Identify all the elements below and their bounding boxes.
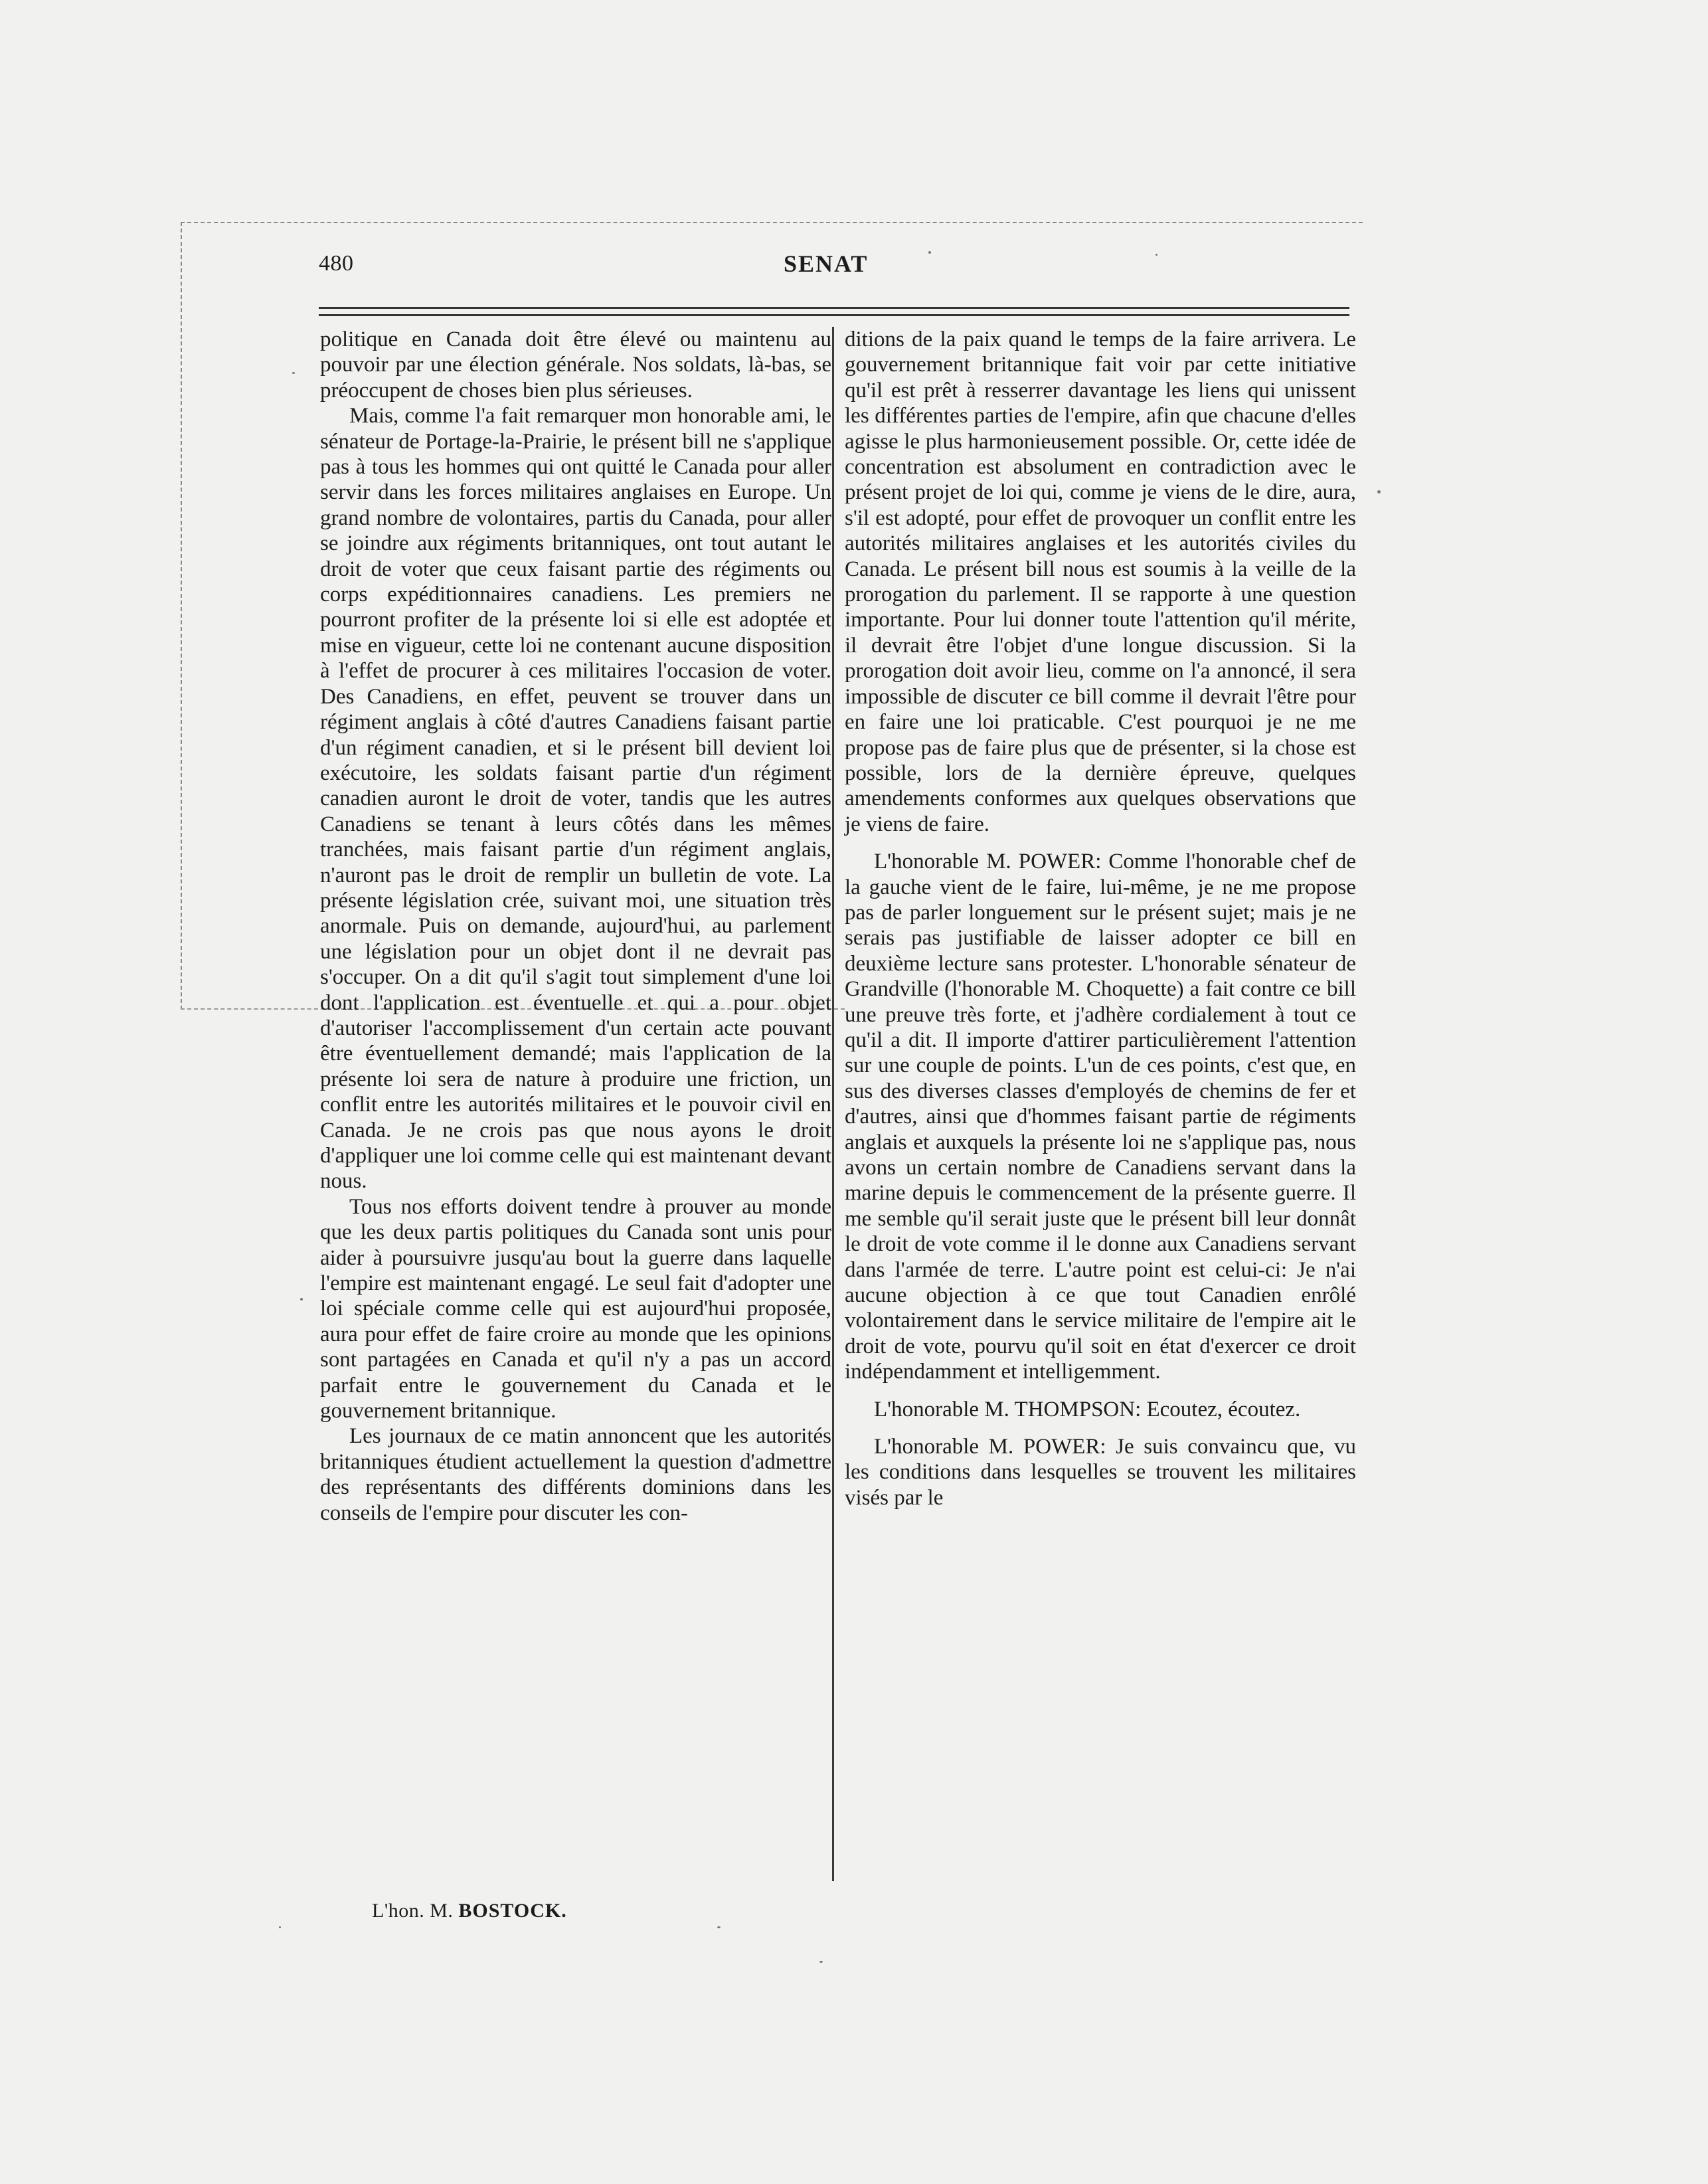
signature-prefix: L'hon. M. — [372, 1900, 454, 1922]
right-paragraph-4: L'honorable M. POWER: Je suis convaincu que, vu les conditions dans lesquelles se trouvent les militaires visés par le — [845, 1435, 1356, 1510]
signature-name: BOSTOCK. — [458, 1900, 567, 1922]
scan-speck — [717, 1926, 721, 1928]
header-double-rule — [319, 307, 1349, 316]
left-column — [320, 327, 831, 1526]
scan-speck — [1155, 254, 1157, 256]
left-paragraph-2: Mais, comme l'a fait remarquer mon honorable ami, le sénateur de Portage-la-Prairie, le présent bill ne s'applique pas à tous les hommes qui ont quitté le Canada pour aller servir dans les forces militaires anglaises en Europe. Un grand nombre de volontaires, partis du Canada, pour aller se joindre aux régiments britanniques, ont tout autant le droit de voter que ceux faisant partie des régiments ou corps expéditionnaires canadiens. Les premiers ne pourront profiter de la présente loi si elle est adoptée et mise en vigueur, cette loi ne contenant aucune disposition à l'effet de procurer à ces militaires l'occasion de voter. Des Canadiens, en effet, peuvent se trouver dans un régiment anglais à côté d'autres Canadiens faisant partie d'un régiment canadien, et si le présent bill devient loi exécutoire, les soldats faisant partie d'un régiment canadien auront le droit de voter, tandis que les autres Canadiens se tenant à leurs côtés dans les mêmes tranchées, mais faisant partie d'un régiment anglais, n'auront pas le droit de remplir un bulletin de vote. La présente législation crée, suivant moi, une situation très anormale. Puis on demande, aujourd'hui, au parlement une législation pour un objet dont il ne devrait pas s'occuper. On a dit qu'il s'agit tout simplement d'une loi dont l'application est éventuelle et qui a pour objet d'autoriser l'accomplissement d'un certain acte pouvant être éventuellement demandé; mais l'application de la présente loi sera de nature à produire une friction, un conflit entre les autorités militaires et le pouvoir civil en Canada. Je ne crois pas que nous ayons le droit d'appliquer une loi comme celle qui est maintenant devant nous. — [320, 404, 831, 1194]
scan-speck — [819, 1961, 823, 1963]
scan-speck — [1377, 490, 1381, 494]
left-paragraph-4: Les journaux de ce matin annoncent que les autorités britanniques étudient actuellement la question d'admettre des représentants des différents dominions dans les conseils de l'empire pour discuter les con- — [320, 1424, 831, 1525]
right-column — [845, 327, 1356, 1510]
left-paragraph-3: Tous nos efforts doivent tendre à prouver au monde que les deux partis politiques du Canada sont unis pour aider à poursuivre jusqu'au bout la guerre dans laquelle l'empire est maintenant engagé. Le seul fait d'adopter une loi spéciale comme celle qui est aujourd'hui proposée, aura pour effet de faire croire au monde que les opinions sont partagées en Canada et qu'il n'y a pas un accord parfait entre le gouvernement du Canada et le gouvernement britannique. — [320, 1194, 831, 1423]
right-paragraph-3: L'honorable M. THOMPSON: Ecoutez, écoutez. — [874, 1397, 1301, 1421]
scan-speck — [300, 1298, 303, 1301]
scan-speck — [292, 372, 295, 374]
scan-speck — [928, 251, 931, 254]
left-paragraph-1: politique en Canada doit être élevé ou maintenu au pouvoir par une élection générale. Nos soldats, là-bas, se préoccupent de choses bien plus sérieuses. — [320, 327, 831, 403]
scan-speck — [279, 1926, 281, 1928]
right-paragraph-1: ditions de la paix quand le temps de la faire arrivera. Le gouvernement britannique fait voir par cette initiative qu'il est prêt à resserrer davantage les liens qui unissent les différentes parties de l'empire, afin que chacune d'elles agisse le plus harmonieusement possible. Or, cette idée de concentration est absolument en contradiction avec le présent projet de loi qui, comme je viens de le dire, aura, s'il est adopté, pour effet de provoquer un conflit entre les autorités militaires anglaises et les autorités civiles du Canada. Le présent bill nous est soumis à la veille de la prorogation du parlement. Il se rapporte à une question importante. Pour lui donner toute l'attention qu'il mérite, il devrait être l'objet d'une longue discussion. Si la prorogation doit avoir lieu, comme on l'a annoncé, il sera impossible de discuter ce bill comme il devrait l'être pour en faire une loi praticable. C'est pourquoi je ne me propose pas de faire plus que de présenter, si la chose est possible, lors de la dernière épreuve, quelques amendements conformes aux quelques observations que je viens de faire. — [845, 327, 1356, 836]
running-head: SENAT — [784, 250, 869, 277]
page-number: 480 — [319, 251, 354, 276]
scan-frame-left — [181, 222, 182, 1010]
scan-frame-top — [181, 222, 1363, 223]
column-divider — [832, 327, 834, 1881]
right-paragraph-2: L'honorable M. POWER: Comme l'honorable chef de la gauche vient de le faire, lui-même, je ne me propose pas de parler longuement sur le présent sujet; mais je ne serais pas justifiable de laisser adopter ce bill en deuxième lecture sans protester. L'honorable sénateur de Grandville (l'honorable M. Choquette) a fait contre ce bill une preuve très forte, et j'adhère cordialement à tout ce qu'il a dit. Il importe d'attirer particulièrement l'attention sur une couple de points. L'un de ces points, c'est que, en sus des diverses classes d'employés de chemins de fer et d'autres, ainsi que d'hommes faisant partie de régiments anglais et auxquels la présente loi ne s'applique pas, nous avons un certain nombre de Canadiens servant dans la marine depuis le commencement de la présente guerre. Il me semble qu'il serait juste que le présent bill leur donnât le droit de vote comme il le donne aux Canadiens servant dans l'armée de terre. L'autre point est celui-ci: Je n'ai aucune objection à ce que tout Canadien enrôlé volontairement dans le service militaire de l'empire ait le droit de vote, pourvu qu'il soit en état d'exercer ce droit indépendamment et intelligemment. — [845, 850, 1356, 1384]
footer-signature — [372, 1900, 567, 1922]
